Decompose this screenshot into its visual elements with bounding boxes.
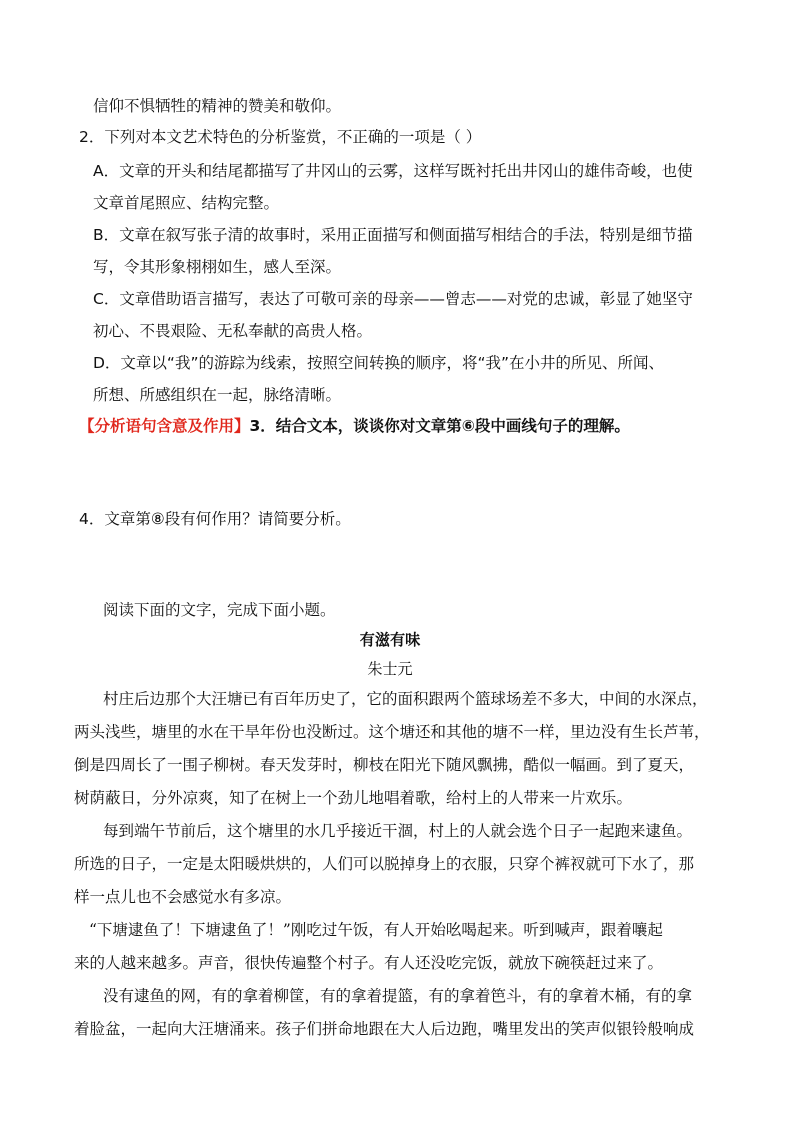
question-2-option-c-line-2: 初心、不畏艰险、无私奉献的高贵人格。	[93, 322, 373, 340]
paragraph-3-line-2: 来的人越来越多。声音，很快传遍整个村子。有人还没吃完饭，就放下碗筷赶过来了。	[74, 954, 664, 972]
question-2-option-a-line-2: 文章首尾照应、结构完整。	[93, 194, 280, 212]
paragraph-2-line-1: 每到端午节前后，这个塘里的水几乎接近干涸，村上的人就会选个日子一起跑来逮鱼。	[103, 822, 693, 840]
question-2-option-b-line-1: B．文章在叙写张子清的故事时，采用正面描写和侧面描写相结合的手法，特别是细节描	[93, 226, 693, 244]
paragraph-1-line-2: 两头浅些，塘里的水在干旱年份也没断过。这个塘还和其他的塘不一样，里边没有生长芦苇，	[74, 723, 710, 741]
paragraph-1-line-4: 树荫蔽日，分外凉爽，知了在树上一个劲儿地唱着歌，给村上的人带来一片欢乐。	[74, 789, 633, 807]
passage-title: 有滋有味	[359, 630, 421, 649]
intro-tail-line: 信仰不惧牺牲的精神的赞美和敬仰。	[93, 97, 342, 115]
question-3-tag: 【分析语句含意及作用】	[79, 417, 250, 435]
question-2-option-b-line-2: 写，令其形象栩栩如生，感人至深。	[93, 258, 342, 276]
reading-instruction: 阅读下面的文字，完成下面小题。	[103, 601, 336, 619]
question-2-stem: 2．下列对本文艺术特色的分析鉴赏，不正确的一项是（ ）	[79, 128, 482, 146]
paragraph-1-line-3: 倒是四周长了一围子柳树。春天发芽时，柳枝在阳光下随风飘拂，酷似一幅画。到了夏天，	[74, 756, 695, 774]
question-2-option-d-line-1: D．文章以“我”的游踪为线索，按照空间转换的顺序，将“我”在小井的所见、所闻、	[93, 354, 665, 372]
paragraph-4-line-1: 没有逮鱼的网，有的拿着柳筐，有的拿着提篮，有的拿着笆斗，有的拿着木桶，有的拿	[103, 987, 693, 1005]
question-3-text: 3．结合文本，谈谈你对文章第⑥段中画线句子的理解。	[249, 417, 630, 435]
question-2-option-d-line-2: 所想、所感组织在一起，脉络清晰。	[93, 386, 342, 404]
question-3-line	[79, 416, 630, 436]
question-4-line: 4．文章第⑧段有何作用？请简要分析。	[79, 510, 351, 528]
paragraph-4-line-2: 着脸盆，一起向大汪塘涌来。孩子们拼命地跟在大人后边跑，嘴里发出的笑声似银铃般响成	[74, 1020, 695, 1038]
paragraph-3-line-1: “下塘逮鱼了！下塘逮鱼了！”刚吃过午饭，有人开始吆喝起来。听到喊声，跟着嚷起	[89, 921, 663, 939]
question-2-option-a-line-1: A．文章的开头和结尾都描写了井冈山的云雾，这样写既衬托出井冈山的雄伟奇峻，也使	[93, 162, 693, 180]
paragraph-2-line-2: 所选的日子，一定是太阳暖烘烘的，人们可以脱掉身上的衣服，只穿个裤衩就可下水了，那	[74, 855, 695, 873]
paragraph-1-line-1: 村庄后边那个大汪塘已有百年历史了，它的面积跟两个篮球场差不多大，中间的水深点，	[103, 690, 708, 708]
paragraph-2-line-3: 样一点儿也不会感觉水有多凉。	[74, 888, 292, 906]
question-2-option-c-line-1: C．文章借助语言描写，表达了可敬可亲的母亲——曾志——对党的忠诚，彰显了她坚守	[93, 290, 693, 308]
passage-author: 朱士元	[367, 660, 413, 678]
